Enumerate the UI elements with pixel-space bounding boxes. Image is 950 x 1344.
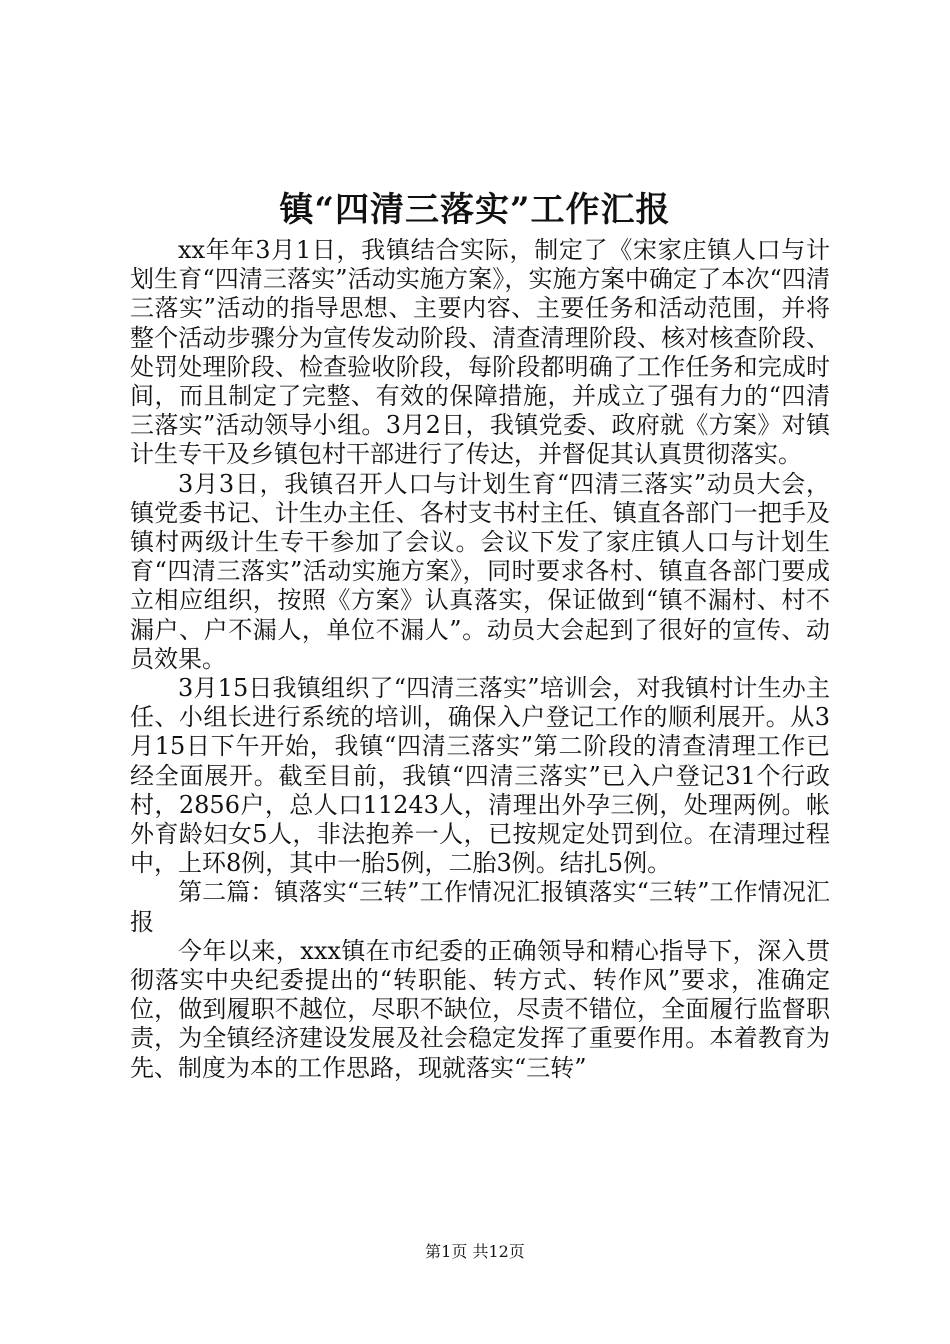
paragraph-3: 3月15日我镇组织了“四清三落实”培训会，对我镇村计生办主任、小组长进行系统的培训，确保入户登记工作的顺利展开。从3月15日下午开始，我镇“四清三落实”第二阶段的清查清理工作已经全面展开。截至目前，我镇“四清三落实”已入户登记31个行政村，2856户，总人口11243人，清理出外孕三例，处理两例。帐外育龄妇女5人，非法抱养一人，已按规定处罚到位。在清理过程中，上环8例，其中一胎5例，二胎3例。结扎5例。 [130, 674, 830, 878]
paragraph-2: 3月3日，我镇召开人口与计划生育“四清三落实”动员大会，镇党委书记、计生办主任、各村支书村主任、镇直各部门一把手及镇村两级计生专干参加了会议。会议下发了家庄镇人口与计划生育“四清三落实”活动实施方案》，同时要求各村、镇直各部门要成立相应组织，按照《方案》认真落实，保证做到“镇不漏村、村不漏户、户不漏人，单位不漏人”。动员大会起到了很好的宣传、动员效果。 [130, 469, 830, 673]
page-number-footer: 第1页 共12页 [425, 1242, 525, 1261]
document-title: 镇“四清三落实”工作汇报 [279, 190, 671, 230]
section-heading-part-two: 第二篇：镇落实“三转”工作情况汇报镇落实“三转”工作情况汇报 [130, 878, 830, 936]
document-body [130, 236, 830, 1083]
paragraph-5: 今年以来，xxx镇在市纪委的正确领导和精心指导下，深入贯彻落实中央纪委提出的“转职能、转方式、转作风”要求，准确定位，做到履职不越位，尽职不缺位，尽责不错位，全面履行监督职责，为全镇经济建设发展及社会稳定发挥了重要作用。本着教育为先、制度为本的工作思路，现就落实“三转” [130, 936, 830, 1082]
paragraph-1: xx年年3月1日，我镇结合实际，制定了《宋家庄镇人口与计划生育“四清三落实”活动实施方案》，实施方案中确定了本次“四清三落实”活动的指导思想、主要内容、主要任务和活动范围，并将整个活动步骤分为宣传发动阶段、清查清理阶段、核对核查阶段、处罚处理阶段、检查验收阶段，每阶段都明确了工作任务和完成时间，而且制定了完整、有效的保障措施，并成立了强有力的“四清三落实”活动领导小组。3月2日，我镇党委、政府就《方案》对镇计生专干及乡镇包村干部进行了传达，并督促其认真贯彻落实。 [130, 236, 830, 469]
